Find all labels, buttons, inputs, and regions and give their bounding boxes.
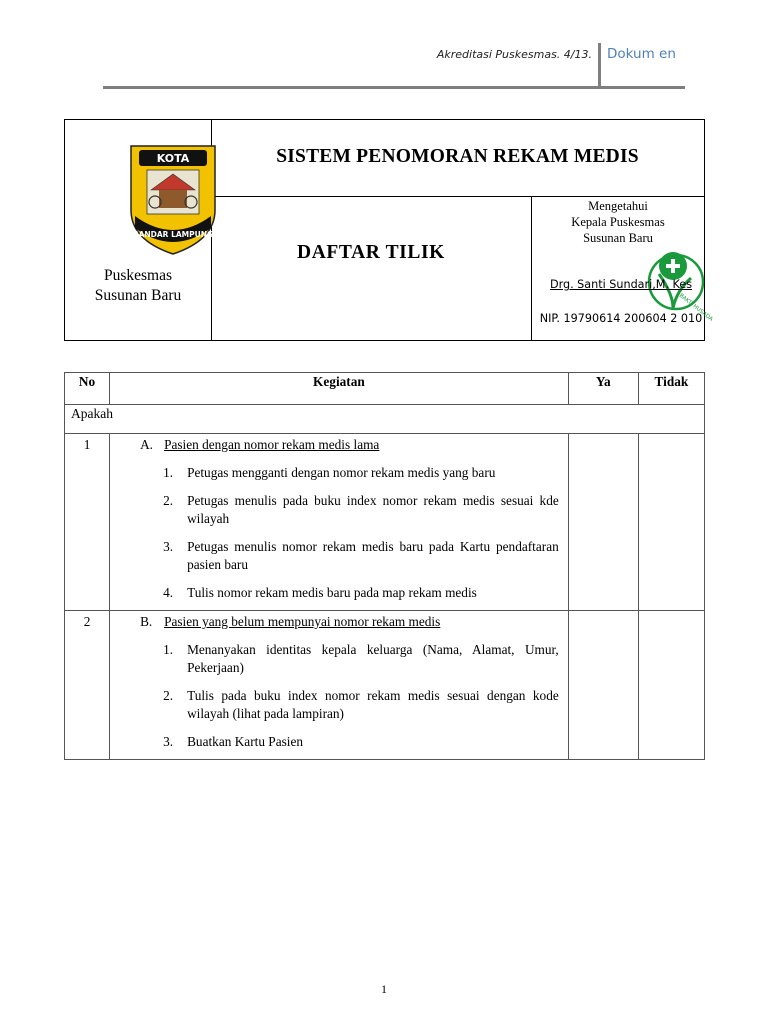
logo-text-bottom: BANDAR LAMPUNG [132, 230, 214, 239]
signer-name: Drg. Santi Sundari,M. Kes [549, 278, 693, 291]
document-subtitle: DAFTAR TILIK [297, 242, 445, 263]
city-emblem-logo [125, 140, 221, 258]
signer-nip: NIP. 19790614 200604 2 010 [539, 312, 703, 325]
stamp-text: BAKTI HUSADA [677, 292, 714, 323]
list-item: 1. Menanyakan identitas kepala keluarga (Nama, Alamat, Umur, Pekerjaan) [163, 642, 559, 675]
section-heading: A. Pasien dengan nomor rekam medis lama [140, 437, 380, 452]
ya-cell[interactable] [568, 434, 638, 611]
header-divider [598, 43, 601, 88]
list-item: 2. Petugas menulis pada buku index nomor rekam medis sesuai kde wilayah [163, 493, 559, 526]
header-no: No [65, 373, 110, 405]
tidak-cell[interactable] [638, 611, 704, 760]
list-item: 4. Tulis nomor rekam medis baru pada map rekam medis [163, 585, 477, 600]
table-row [65, 434, 705, 611]
page-number: 1 [381, 982, 387, 996]
list-item: 3. Buatkan Kartu Pasien [163, 734, 304, 749]
organization-name: Puskesmas Susunan Baru [94, 267, 182, 304]
list-item: 1. Petugas mengganti dengan nomor rekam medis yang baru [163, 465, 496, 480]
document-title: SISTEM PENOMORAN REKAM MEDIS [276, 146, 639, 167]
approval-block: Mengetahui Kepala Puskesmas Susunan Baru [571, 199, 665, 245]
table-header-row [65, 373, 705, 405]
header-rule [103, 86, 685, 89]
activity-cell [110, 434, 569, 611]
ya-cell[interactable] [568, 611, 638, 760]
logo-text-top: KOTA [156, 152, 190, 165]
header-kegiatan: Kegiatan [110, 373, 569, 405]
intro-text: Apakah [65, 405, 705, 434]
row-number: 1 [65, 434, 110, 611]
list-item: 2. Tulis pada buku index nomor rekam medis sesuai dengan kode wilayah (lihat pada lampiran) [163, 688, 559, 721]
document-label: Dokum en [607, 46, 676, 62]
table-row [65, 611, 705, 760]
header-ya: Ya [568, 373, 638, 405]
document-reference: Akreditasi Puskesmas. 4/13. [436, 48, 592, 61]
section-heading: B. Pasien yang belum mempunyai nomor rekam medis [140, 614, 441, 629]
activity-cell [110, 611, 569, 760]
document-header-box [64, 119, 714, 341]
intro-row [65, 405, 705, 434]
row-number: 2 [65, 611, 110, 760]
list-item: 3. Petugas menulis nomor rekam medis baru pada Kartu pendaftaran pasien baru [163, 539, 559, 572]
header-tidak: Tidak [638, 373, 704, 405]
tidak-cell[interactable] [638, 434, 704, 611]
checklist-table [64, 372, 705, 760]
activity-list [110, 641, 559, 751]
activity-list [110, 464, 559, 602]
